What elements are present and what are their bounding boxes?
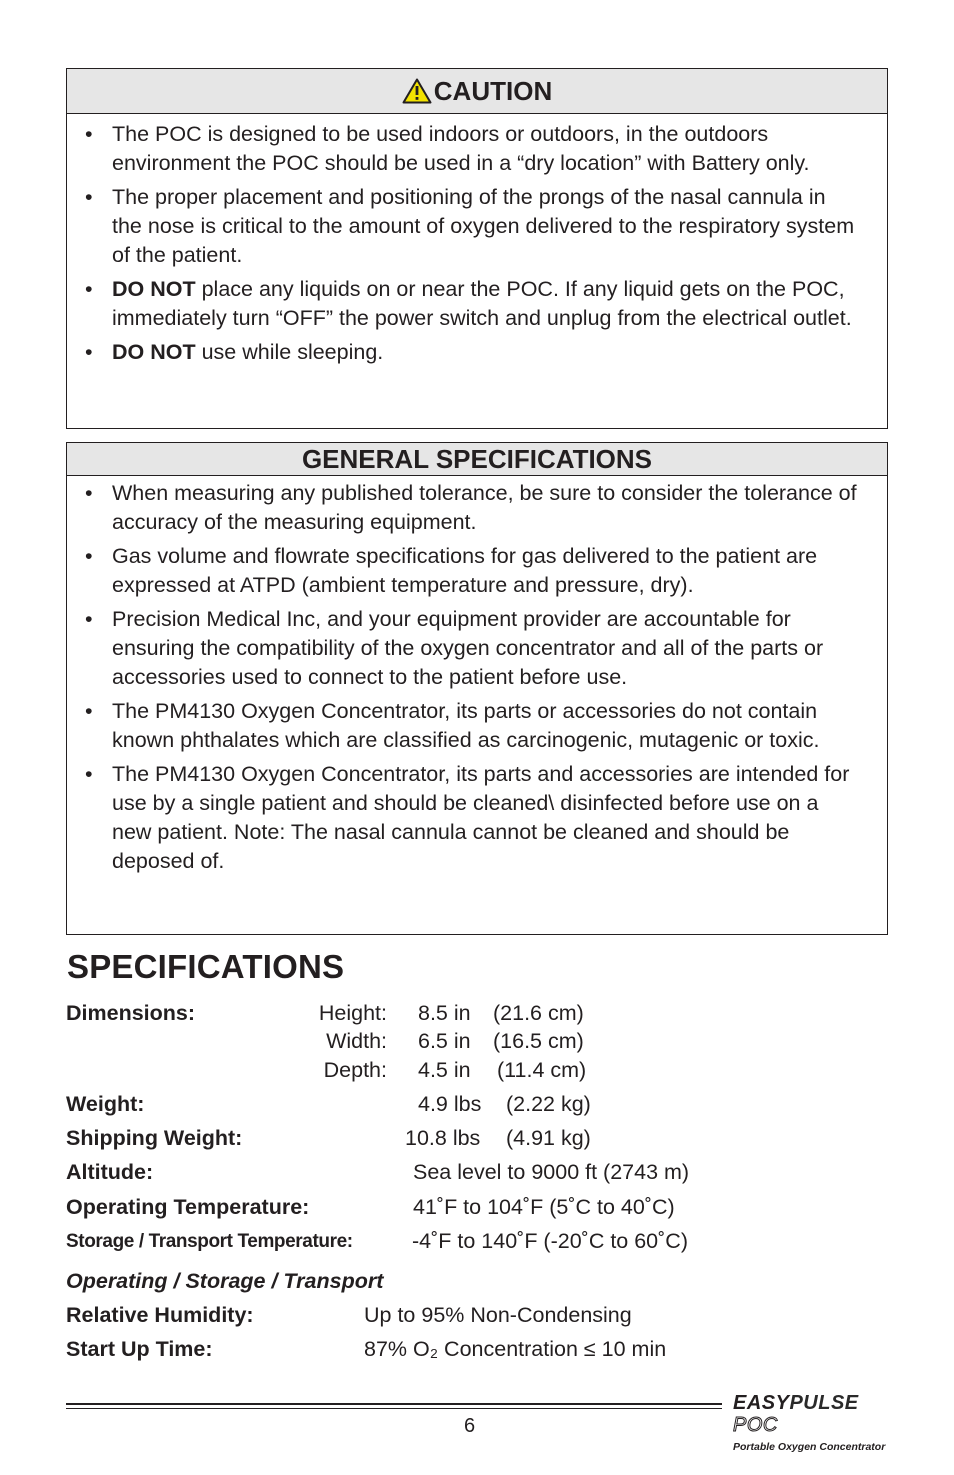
page-number: 6	[464, 1415, 476, 1437]
list-item: • When measuring any published tolerance, be sure to consider the tolerance of accuracy of the measuring equipment.	[85, 481, 857, 534]
specifications-title: SPECIFICATIONS	[67, 948, 345, 985]
list-item: • Precision Medical Inc, and your equipment provider are accountable for ensuring the compatibility of the oxygen concentrator and all of the parts or accessories used to connect to the patient before use.	[85, 607, 824, 689]
weight-kg: (2.22 kg)	[506, 1092, 591, 1116]
shipping-weight-kg: (4.91 kg)	[506, 1126, 591, 1150]
footer-rule	[66, 1403, 722, 1405]
brand-subtitle: Portable Oxygen Concentrator	[733, 1441, 886, 1453]
dimensions-label: Dimensions:	[66, 1001, 196, 1025]
caution-title: CAUTION	[433, 76, 553, 106]
list-item: • The POC is designed to be used indoors or outdoors, in the outdoors environment the POC should be used in a “dry location” with Battery only.	[85, 122, 810, 175]
warning-triangle-icon	[402, 73, 432, 117]
list-item: • The PM4130 Oxygen Concentrator, its parts or accessories do not contain known phthalates which are classified as carcinogenic, mutagenic or toxic.	[85, 699, 820, 752]
altitude-label: Altitude:	[66, 1160, 154, 1184]
height-cm: (21.6 cm)	[493, 1001, 584, 1025]
width-cm: (16.5 cm)	[493, 1029, 584, 1053]
list-item: • The proper placement and positioning of the prongs of the nasal cannula in the nose is critical to the amount of oxygen delivered to the respiratory system of the patient.	[85, 185, 855, 267]
shipping-weight-label: Shipping Weight:	[66, 1126, 243, 1150]
width-label: Width:	[326, 1029, 387, 1053]
list-item: • DO NOT use while sleeping.	[85, 340, 384, 364]
footer-rule-thin	[66, 1408, 722, 1409]
altitude-value: Sea level to 9000 ft (2743 m)	[413, 1160, 690, 1184]
list-item: • DO NOT place any liquids on or near the POC. If any liquid gets on the POC, immediately turn “OFF” the power switch and unplug from the electrical outlet.	[85, 277, 852, 330]
brand-name: EASYPULSE POC	[733, 1392, 859, 1436]
shipping-weight-lbs: 10.8 lbs	[405, 1126, 481, 1150]
start-up-time-label: Start Up Time:	[66, 1337, 213, 1361]
start-up-time-value: 87% O₂ Concentration ≤ 10 min	[364, 1337, 667, 1361]
depth-cm: (11.4 cm)	[497, 1058, 587, 1082]
width-in: 6.5 in	[418, 1029, 471, 1053]
height-label: Height:	[318, 1001, 387, 1025]
general-list	[67, 476, 887, 876]
storage-temperature-label: Storage / Transport Temperature:	[66, 1231, 353, 1252]
list-item: • Gas volume and flowrate specifications for gas delivered to the patient are expressed at ATPD (ambient temperature and pressure, dry).	[85, 544, 818, 597]
operating-temperature-label: Operating Temperature:	[66, 1195, 310, 1219]
brand-logo	[733, 1392, 893, 1454]
caution-box	[66, 68, 888, 429]
depth-in: 4.5 in	[418, 1058, 471, 1082]
relative-humidity-label: Relative Humidity:	[66, 1303, 254, 1327]
depth-label: Depth:	[323, 1058, 387, 1082]
caution-list	[67, 114, 887, 367]
general-specifications-box	[66, 442, 888, 935]
caution-header	[67, 69, 887, 114]
height-in: 8.5 in	[418, 1001, 471, 1025]
relative-humidity-value: Up to 95% Non-Condensing	[364, 1303, 632, 1327]
list-item: • The PM4130 Oxygen Concentrator, its parts and accessories are intended for use by a single patient and should be cleaned\ disinfected before use on a new patient. Note: The nasal cannula cannot be cleaned and should be deposed of.	[85, 762, 850, 873]
storage-temperature-value: -4˚F to 140˚F (-20˚C to 60˚C)	[412, 1229, 688, 1253]
operating-storage-transport-label: Operating / Storage / Transport	[66, 1269, 384, 1293]
general-specifications-header: GENERAL SPECIFICATIONS	[67, 443, 887, 476]
weight-label: Weight:	[66, 1092, 145, 1116]
operating-temperature-value: 41˚F to 104˚F (5˚C to 40˚C)	[413, 1195, 675, 1219]
weight-lbs: 4.9 lbs	[418, 1092, 482, 1116]
